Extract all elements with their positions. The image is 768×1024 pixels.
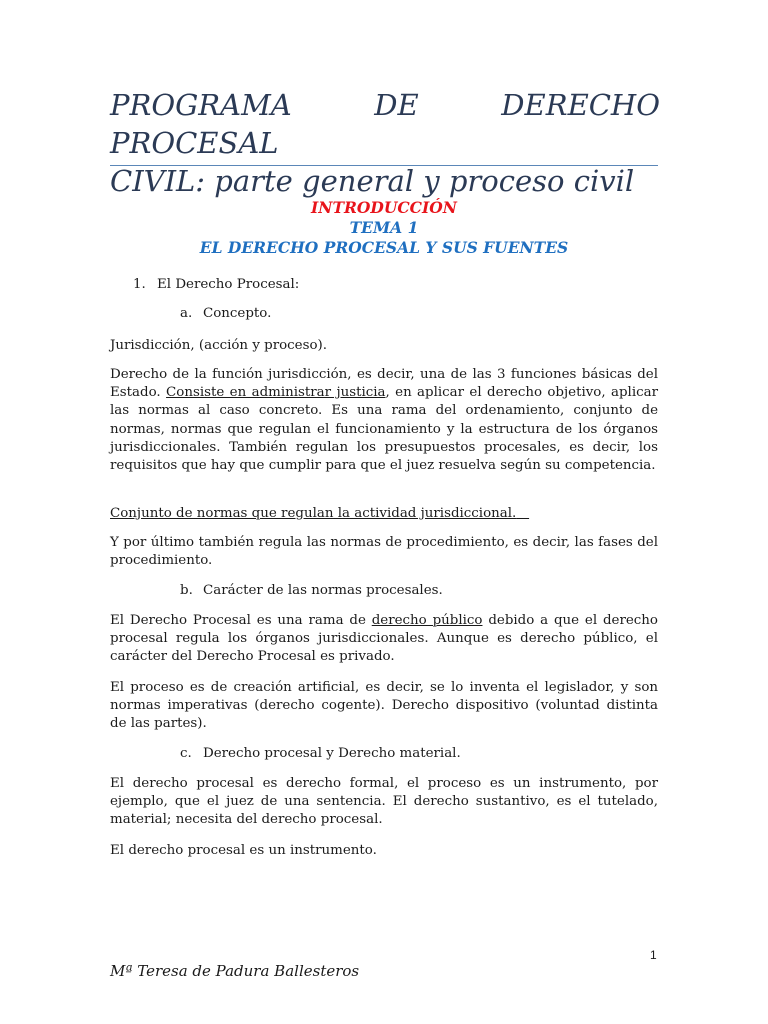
paragraph-conjunto-normas [110, 505, 658, 523]
paragraph-derecho-publico [110, 612, 658, 667]
tema-subtitle: EL DERECHO PROCESAL Y SUS FUENTES [199, 238, 569, 257]
sublist-item-caracter: Carácter de las normas procesales. [203, 583, 443, 598]
sublist-letter-b: b. [180, 583, 193, 598]
section-headings [110, 198, 658, 258]
paragraph-jurisdiccion: Jurisdicción, (acción y proceso). [110, 338, 328, 353]
document-title [110, 86, 660, 200]
sublist-item-derecho-material: Derecho procesal y Derecho material. [203, 746, 461, 761]
sublist-letter-c: c. [180, 746, 192, 761]
paragraph-2-start: Derecho de la función jurisdicción, es decir, una de las 3 funciones básicas del Estado. [110, 367, 658, 401]
page-number: 1 [650, 948, 657, 962]
underlined-administrar-justicia: Consiste en administrar justicia [166, 385, 386, 401]
paragraph-procedimiento: Y por último también regula las normas de procedimiento, es decir, las fases del procedimiento. [110, 535, 658, 569]
paragraph-derecho-formal: El derecho procesal es derecho formal, el proceso es un instrumento, por ejemplo, que el juez de una sentencia. El derecho sustantivo, es el tutelado, material; necesita del derecho procesal. [110, 776, 658, 828]
tema-heading: TEMA 1 [349, 218, 419, 237]
paragraph-instrumento: El derecho procesal es un instrumento. [110, 843, 377, 858]
list-item-derecho-procesal: El Derecho Procesal: [157, 277, 300, 292]
paragraph-creacion-artificial: El proceso es de creación artificial, es decir, se lo inventa el legislador, y son normas imperativas (derecho cogente). Derecho dispositivo (voluntad distinta de las partes). [110, 680, 658, 732]
title-line-1: PROGRAMA DE DERECHO PROCESAL [110, 88, 660, 160]
paragraph-funcion-jurisdiccional [110, 366, 658, 475]
footer-author: Mª Teresa de Padura Ballesteros [110, 962, 360, 980]
underlined-derecho-publico: derecho público [371, 613, 483, 628]
introduction-heading: INTRODUCCIÓN [311, 198, 457, 217]
sublist-letter-a: a. [180, 306, 193, 321]
paragraph-2-end: , en aplicar el derecho objetivo, aplicar las normas al caso concreto. Es una rama del ordenamiento, conjunto de normas, normas que regulan el funcionamiento y la estructura de los órganos jurisdiccionales. También regulan los presupuestos procesales, es decir, los requisitos que hay que cumplir para que el juez resuelva según su competencia. [110, 385, 658, 474]
paragraph-5-end: debido a que el derecho procesal regula los órganos jurisdiccionales. Aunque es derecho público, el carácter del Derecho Procesal es privado. [110, 613, 658, 665]
paragraph-5-start: El Derecho Procesal es una rama de [110, 613, 372, 628]
sublist-item-concepto: Concepto. [203, 306, 272, 321]
title-line-2: CIVIL: parte general y proceso civil [110, 164, 635, 198]
list-number-1: 1. [133, 277, 146, 292]
underlined-conjunto-normas: Conjunto de normas que regulan la actividad jurisdiccional. [110, 506, 517, 521]
title-underline-rule [110, 165, 658, 166]
